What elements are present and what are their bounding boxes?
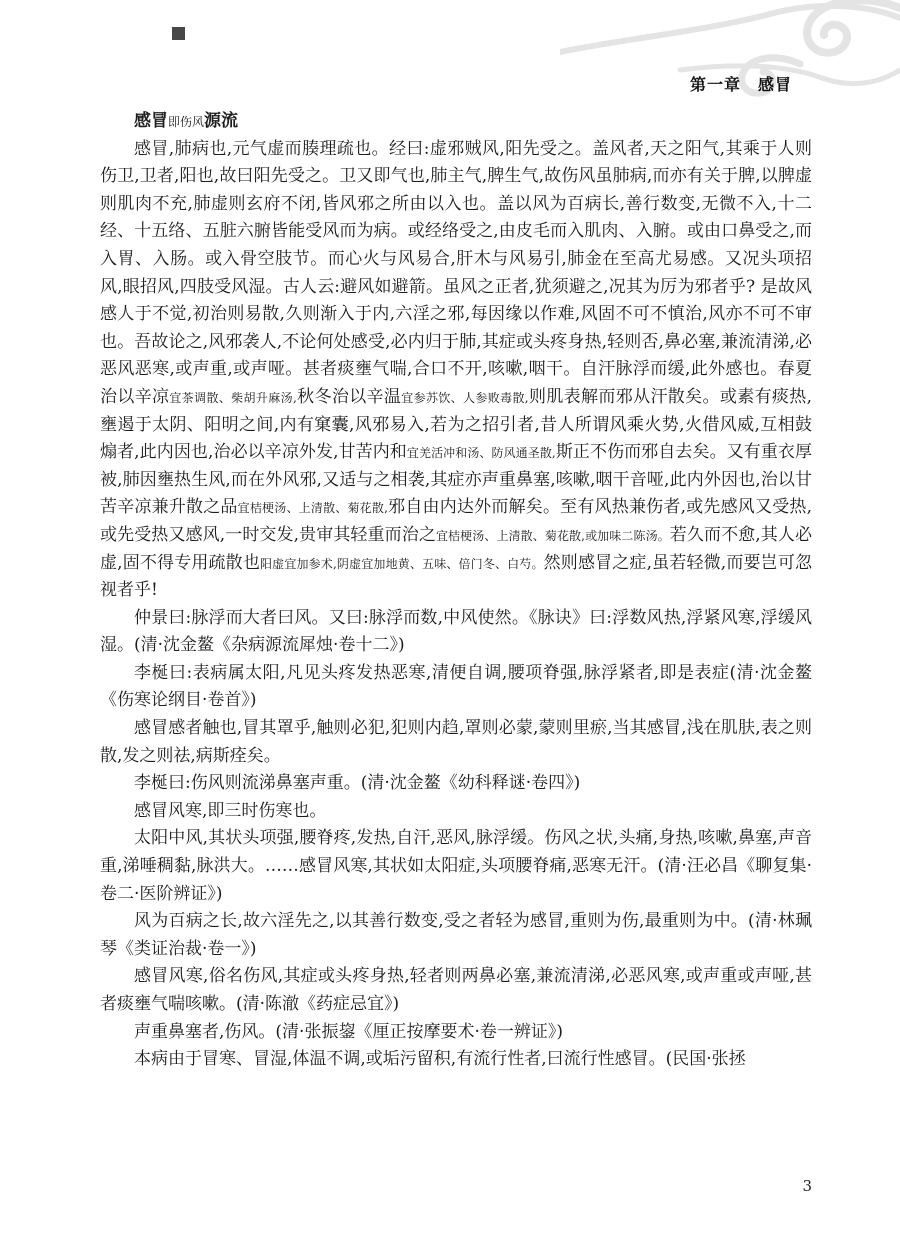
inline-annotation: 宜茶调散、柴胡升麻汤, [169, 390, 297, 405]
text-run: 声重鼻塞者,伤风。(清·张振鋆《厘正按摩要术·卷一辨证》) [134, 1021, 563, 1042]
text-run: 源流 [204, 111, 239, 131]
registration-square-icon [172, 27, 185, 40]
paragraph [100, 136, 812, 605]
text-run: 李梴曰:伤风则流涕鼻塞声重。(清·沈金鳌《幼科释谜·卷四》) [134, 773, 581, 794]
paragraph [100, 1046, 812, 1074]
inline-annotation: 宜羌活冲和汤、防风通圣散, [406, 446, 556, 461]
text-run: 仲景曰:脉浮而大者曰风。又曰:脉浮而数,中风使然。《脉诀》曰:浮数风热,浮紧风寒,浮缓风湿。(清·沈金鳌《杂病源流犀烛·卷十二》) [100, 607, 812, 656]
page-number: 3 [802, 1177, 812, 1195]
content-paragraphs [100, 108, 812, 1074]
text-run: 则肌表解而邪从汗散矣。或素有痰热,壅遏于太阴、阳明之间,内有窠囊,风邪易入,若为之招引者,昔人所谓风乘火势,火借风威,互相鼓煽者,此内因也,治必以辛凉外发,甘苦内和 [100, 386, 813, 463]
text-run: 感冒 [134, 111, 168, 131]
text-run: 若久而不愈,其人必虚,固不得专用疏散也 [100, 524, 812, 573]
text-run: 风为百病之长,故六淫先之,以其善行数变,受之者轻为感冒,重则为伤,最重则为中。(清·林珮琴《类证治裁·卷一》) [100, 911, 812, 959]
paragraph [100, 825, 812, 908]
paragraph [100, 1019, 812, 1047]
paragraph [100, 660, 812, 715]
section-title [100, 108, 812, 136]
text-run: 秋冬治以辛温 [296, 386, 402, 407]
text-run: 感冒感者触也,冒其罩乎,触则必犯,犯则内趋,罩则必蒙,蒙则里瘀,当其感冒,浅在肌肤,表之则散,发之则祛,病斯痊矣。 [100, 718, 812, 766]
chapter-header: 第一章 感冒 [689, 75, 792, 94]
text-run: 感冒,肺病也,元气虚而腠理疏也。经曰:虚邪贼风,阳先受之。盖风者,天之阳气,其乘于人则伤卫,卫者,阳也,故曰阳先受之。卫又即气也,肺主气,脾生气,故伤风虽肺病,而亦有关于脾,以脾虚则肌肉不充,肺虚则玄府不闭,皆风邪之所由以入也。盖以风为百病长,善行数变,无微不入,十二经、十五络、五脏六腑皆能受风而为病。或经络受之,由皮毛而入肌肉、入腑。或由口鼻受之,而入胃、入肠。或入骨空肢节。而心火与风易合,肝木与风易引,肺金在至高尤易感。又况头项招风,眼招风,四肢受风湿。古人云:避风如避箭。虽风之正者,犹须避之,况其为厉为邪者乎? 是故风感人于不觉,初治则易散,久则渐入于内,六淫之邪,每因缘以作难,风固不可不慎治,风亦不可不审也。吾故论之,风邪袭人,不论何处感受,必内归于肺,其症或头疼身热,轻则否,鼻必塞,兼流清涕,必恶风恶寒,或声重,或声哑。甚者痰壅气喘,合口不开,咳嗽,咽干。自汗脉浮而缓,此外感也。春夏治以辛凉 [100, 138, 812, 407]
inline-annotation: 阳虚宜加参术,阴虚宜加地黄、五味、倍门冬、白芍。 [260, 556, 544, 571]
paragraph [100, 963, 812, 1018]
text-run: 感冒风寒,即三时伤寒也。 [134, 800, 327, 821]
paragraph [100, 908, 812, 963]
inline-annotation: 即伤风 [168, 115, 205, 129]
text-run: 然则感冒之症,虽若轻微,而要岂可忽视者乎! [100, 552, 812, 601]
text-run: 李梴曰:表病属太阳,凡见头疼发热恶寒,清便自调,腰项脊强,脉浮紧者,即是表症(清·沈金鳌《伤寒论纲目·卷首》) [100, 662, 812, 711]
inline-annotation: 宜桔梗汤、上清散、菊花散, [237, 501, 388, 516]
text-run: 斯正不伤而邪自去矣。又有重衣厚被,肺因壅热生风,而在外风邪,又适与之相袭,其症亦声重鼻塞,咳嗽,咽干音哑,此内外因也,治以甘苦辛凉兼升散之品 [100, 442, 812, 518]
text-run: 邪自由内达外而解矣。至有风热兼伤者,或先感风又受热,或先受热又感风,一时交发,贵审其轻重而治之 [100, 497, 813, 545]
inline-annotation: 宜桔梗汤、上清散、菊花散,或加味二陈汤。 [435, 528, 670, 543]
text-run: 本病由于冒寒、冒湿,体温不调,或垢污留积,有流行性者,曰流行性感冒。(民国·张拯 [134, 1049, 746, 1070]
text-run: 感冒风寒,俗名伤风,其症或头疼身热,轻者则两鼻必塞,兼流清涕,必恶风寒,或声重或声哑,甚者痰壅气喘咳嗽。(清·陈澈《药症忌宜》) [100, 966, 812, 1014]
paragraph [100, 715, 812, 770]
inline-annotation: 宜参苏饮、人参败毒散, [401, 390, 529, 405]
paragraph [100, 605, 812, 660]
paragraph [100, 798, 812, 826]
paragraph [100, 770, 812, 798]
text-run: 太阳中风,其状头项强,腰脊疼,发热,自汗,恶风,脉浮缓。伤风之状,头痛,身热,咳嗽,鼻塞,声音重,涕唾稠黏,脉洪大。……感冒风寒,其状如太阳症,头项腰脊痛,恶寒无汗。(清·汪必昌《聊复集·卷二·医阶辨证》) [100, 828, 812, 904]
